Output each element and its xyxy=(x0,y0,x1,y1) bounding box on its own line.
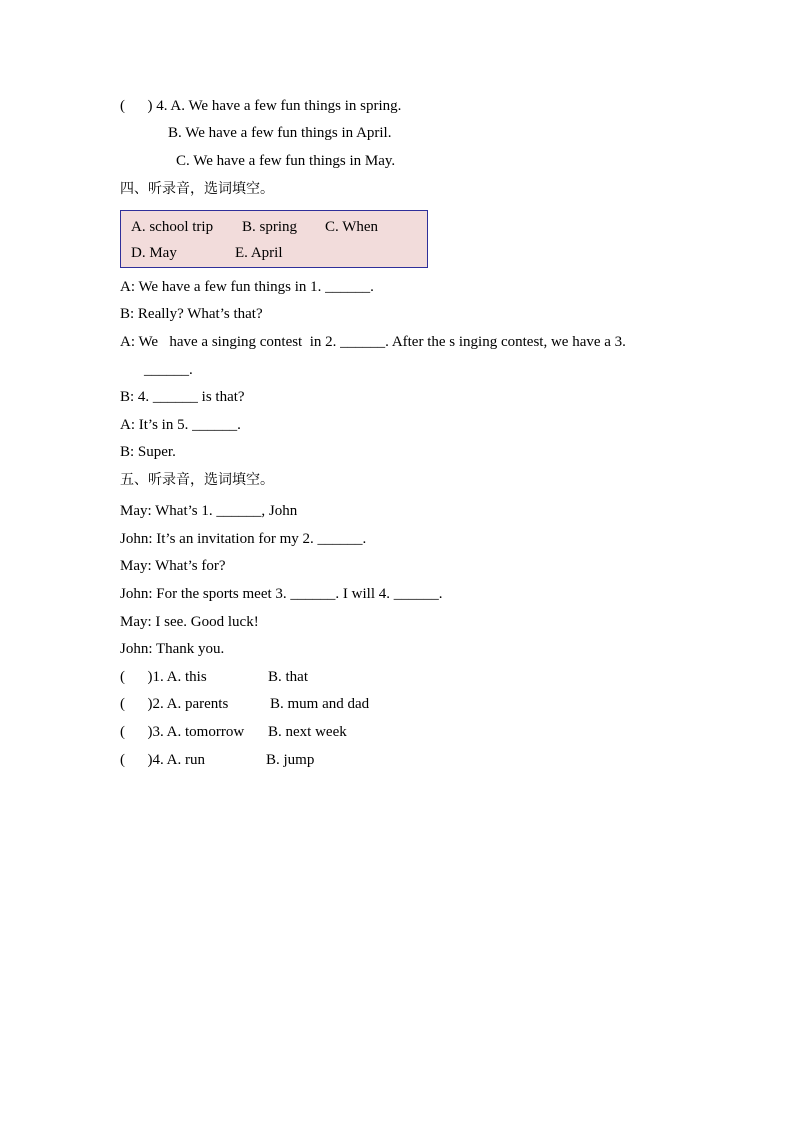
part5-heading: 五、听录音，选词填空。 xyxy=(120,472,274,488)
dialogue-line: B: Really? What’s that? xyxy=(120,306,263,322)
option-row-b: B. mum and dad xyxy=(270,696,370,712)
word-bank-option: E. April xyxy=(235,245,283,261)
dialogue-line: John: It’s an invitation for my 2. ______. xyxy=(120,531,367,547)
option-row-a: ( )3. A. tomorrow xyxy=(120,724,245,740)
word-bank-box xyxy=(120,210,428,268)
option-row-a: ( )1. A. this xyxy=(120,669,207,685)
dialogue-line: A: We have a few fun things in 1. ______. xyxy=(120,279,374,295)
dialogue-line: May: What’s for? xyxy=(120,558,226,574)
dialogue-line: May: What’s 1. ______, John xyxy=(120,503,298,519)
option-row-a: ( )2. A. parents xyxy=(120,696,229,712)
dialogue-line: A: It’s in 5. ______. xyxy=(120,417,241,433)
dialogue-line: John: For the sports meet 3. ______. I will 4. ______. xyxy=(120,586,443,602)
option-row-b: B. that xyxy=(268,669,308,685)
part4-heading: 四、听录音，选词填空。 xyxy=(120,181,274,197)
word-bank-option: A. school trip xyxy=(131,219,214,235)
question-4-option-b: B. We have a few fun things in April. xyxy=(168,125,392,141)
option-row-b: B. jump xyxy=(266,752,315,768)
word-bank-option: B. spring xyxy=(242,219,298,235)
question-4-option-a: ( ) 4. A. We have a few fun things in spring. xyxy=(120,98,402,114)
dialogue-line: John: Thank you. xyxy=(120,641,225,657)
question-4-option-c: C. We have a few fun things in May. xyxy=(176,153,396,169)
option-row-a: ( )4. A. run xyxy=(120,752,205,768)
dialogue-line: May: I see. Good luck! xyxy=(120,614,259,630)
dialogue-line: ______. xyxy=(144,362,193,378)
dialogue-line: B: Super. xyxy=(120,444,176,460)
dialogue-line: A: We have a singing contest in 2. ______. After the s inging contest, we have a 3. xyxy=(120,334,626,350)
word-bank-option: C. When xyxy=(325,219,379,235)
option-row-b: B. next week xyxy=(268,724,347,740)
word-bank-option: D. May xyxy=(131,245,177,261)
dialogue-line: B: 4. ______ is that? xyxy=(120,389,245,405)
